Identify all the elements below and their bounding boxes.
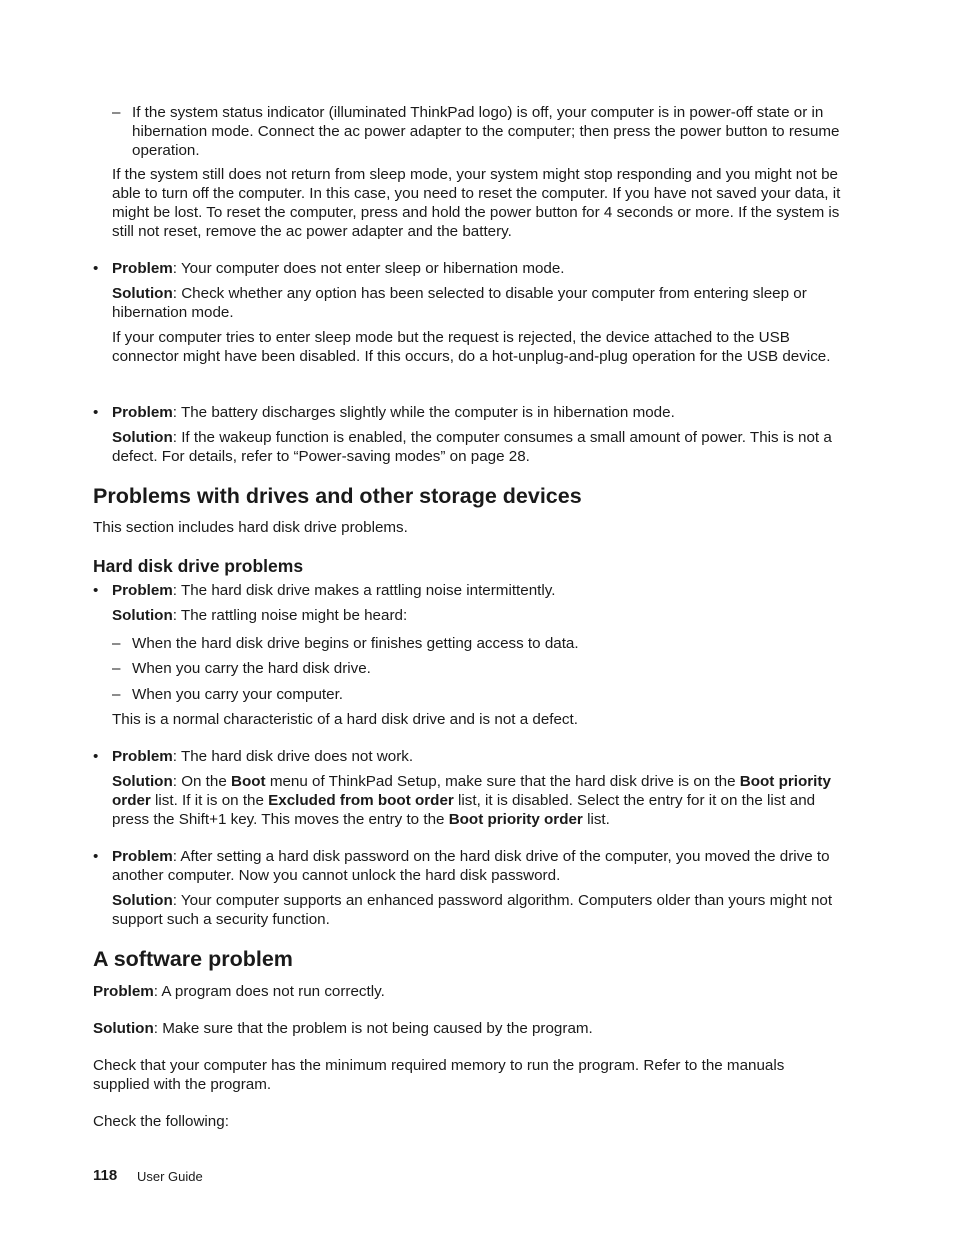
solution-line: Solution: Your computer supports an enhanced password algorithm. Computers older than yours might not support such a security function. (112, 892, 833, 928)
solution-line: Solution: If the wakeup function is enabled, the computer consumes a small amount of power. This is not a defect. For details, refer to “Power-saving modes” on page 28. (112, 429, 832, 465)
bullet-marker: • (93, 582, 99, 599)
problem-label: Problem (93, 983, 154, 1000)
solution-label: Solution (112, 285, 173, 302)
bullet-marker: • (93, 748, 99, 765)
paragraph: Check that your computer has the minimum required memory to run the program. Refer to the manuals supplied with the program. (93, 1057, 785, 1093)
solution-text: The rattling noise might be heard: (180, 607, 408, 624)
problem-line: Problem: After setting a hard disk password on the hard disk drive of the computer, you moved the drive to another computer. Now you cannot unlock the hard disk password. (112, 848, 830, 884)
paragraph: This is a normal characteristic of a hard disk drive and is not a defect. (112, 711, 578, 728)
problem-text: Your computer does not enter sleep or hibernation mode. (180, 260, 565, 277)
paragraph: If your computer tries to enter sleep mode but the request is rejected, the device attached to the USB connector might have been disabled. If this occurs, do a hot-unplug-and-plug operation for the USB device. (112, 329, 831, 365)
problem-label: Problem (112, 848, 173, 865)
solution-text: If the wakeup function is enabled, the computer consumes a small amount of power. This is not a defect. For details, refer to “Power-saving modes” on page 28. (112, 429, 832, 465)
paragraph: Check the following: (93, 1113, 229, 1130)
problem-line: Problem: The hard disk drive does not work. (112, 748, 414, 765)
dash-marker: – (112, 686, 121, 703)
solution-text: Make sure that the problem is not being caused by the program. (162, 1020, 593, 1037)
solution-text: Your computer supports an enhanced password algorithm. Computers older than yours might not support such a security function. (112, 892, 833, 928)
solution-label: Solution (93, 1020, 154, 1037)
solution-text: Check whether any option has been selected to disable your computer from entering sleep or hibernation mode. (112, 285, 807, 321)
section-heading: A software problem (93, 947, 293, 971)
solution-label: Solution (112, 607, 173, 624)
problem-text: The hard disk drive does not work. (180, 748, 414, 765)
solution-line: Solution: The rattling noise might be heard: (112, 607, 408, 624)
solution-line: Solution: On the Boot menu of ThinkPad Setup, make sure that the hard disk drive is on the Boot priority order list. If it is on the Excluded from boot order list, it is disabled. Select the entry for it on the list and press the Shift+1 key. This moves the entry to the Boot priority order list. (112, 773, 831, 828)
problem-label: Problem (112, 582, 173, 599)
problem-text: The hard disk drive makes a rattling noise intermittently. (180, 582, 556, 599)
dash-marker: – (112, 104, 121, 121)
problem-line: Problem: The battery discharges slightly while the computer is in hibernation mode. (112, 404, 675, 421)
list-item: If the system status indicator (illuminated ThinkPad logo) is off, your computer is in power-off state or in hibernation mode. Connect the ac power adapter to the computer; then press the power button to resume operation. (132, 104, 840, 159)
solution-label: Solution (112, 429, 173, 446)
list-item: When you carry the hard disk drive. (132, 660, 371, 677)
dash-marker: – (112, 660, 121, 677)
problem-line: Problem: A program does not run correctly. (93, 983, 385, 1000)
bullet-marker: • (93, 848, 99, 865)
problem-label: Problem (112, 260, 173, 277)
problem-line: Problem: The hard disk drive makes a rattling noise intermittently. (112, 582, 556, 599)
section-heading: Problems with drives and other storage devices (93, 484, 582, 508)
list-item: When the hard disk drive begins or finishes getting access to data. (132, 635, 579, 652)
subsection-heading: Hard disk drive problems (93, 556, 304, 576)
solution-label: Solution (112, 773, 173, 790)
problem-text: The battery discharges slightly while the computer is in hibernation mode. (180, 404, 675, 421)
solution-line: Solution: Make sure that the problem is not being caused by the program. (93, 1020, 593, 1037)
list-item: When you carry your computer. (132, 686, 344, 703)
dash-marker: – (112, 635, 121, 652)
solution-line: Solution: Check whether any option has been selected to disable your computer from entering sleep or hibernation mode. (112, 285, 807, 321)
problem-line: Problem: Your computer does not enter sleep or hibernation mode. (112, 260, 565, 277)
footer-title: User Guide (137, 1169, 203, 1184)
paragraph: This section includes hard disk drive problems. (93, 519, 408, 536)
problem-text: A program does not run correctly. (161, 983, 385, 1000)
problem-text: After setting a hard disk password on the hard disk drive of the computer, you moved the drive to another computer. Now you cannot unlock the hard disk password. (112, 848, 830, 884)
page-number: 118 (93, 1167, 118, 1184)
bullet-marker: • (93, 404, 99, 421)
bullet-marker: • (93, 260, 99, 277)
paragraph: If the system still does not return from sleep mode, your system might stop responding and you might not be able to turn off the computer. In this case, you need to reset the computer. If you have not saved your data, it might be lost. To reset the computer, press and hold the power button for 4 seconds or more. If the system is still not reset, remove the ac power adapter and the battery. (112, 166, 841, 240)
problem-label: Problem (112, 748, 173, 765)
solution-label: Solution (112, 892, 173, 909)
problem-label: Problem (112, 404, 173, 421)
